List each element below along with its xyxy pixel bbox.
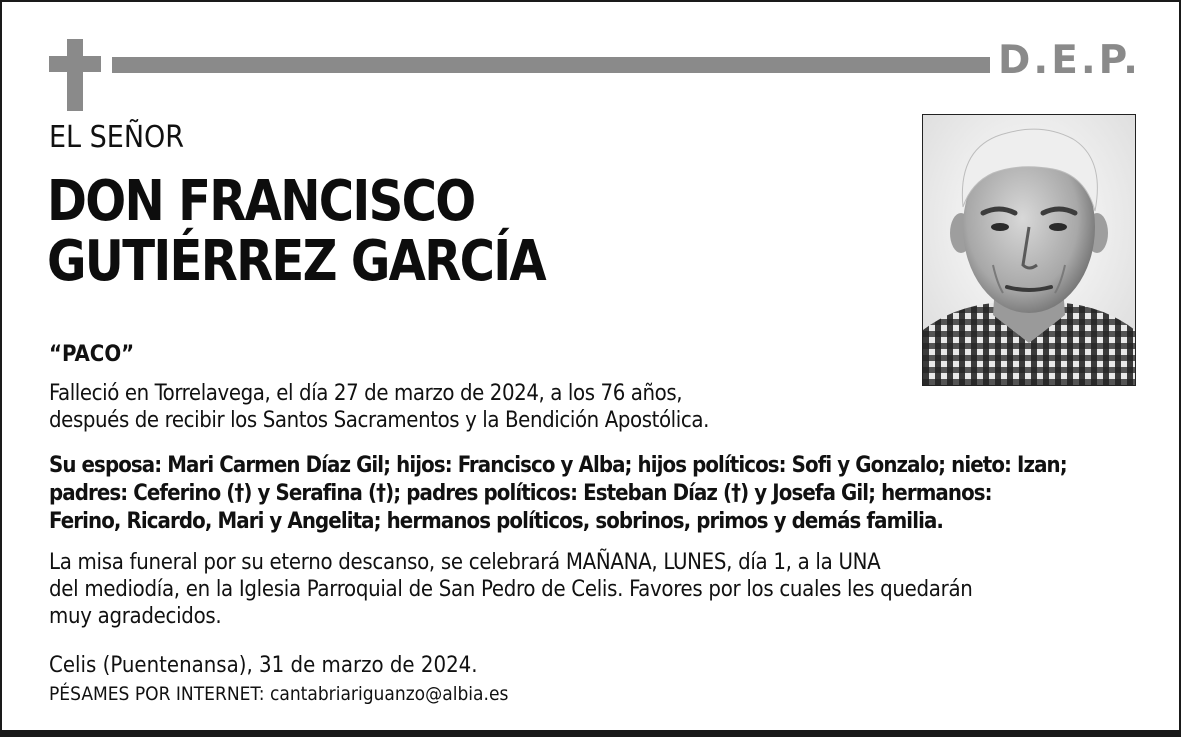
cross-vertical-bar — [67, 39, 83, 111]
death-notice-line: Falleció en Torrelavega, el día 27 de marzo de 2024, a los 76 años, — [49, 381, 683, 406]
honorific: EL SEÑOR — [49, 120, 185, 155]
portrait-illustration — [923, 115, 1135, 385]
funeral-details-line: muy agradecidos. — [49, 604, 222, 629]
header-rule — [112, 57, 990, 73]
death-notice — [49, 380, 709, 434]
cross-horizontal-bar — [49, 56, 101, 72]
family-list-line: Su esposa: Mari Carmen Díaz Gil; hijos: Francisco y Alba; hijos políticos: Sofi y Gonzalo; nieto: Izan; — [49, 453, 1067, 478]
portrait-photo — [922, 114, 1136, 386]
dep-label: D.E.P. — [998, 38, 1141, 83]
family-list-line: Ferino, Ricardo, Mari y Angelita; hermanos políticos, sobrinos, primos y demás familia. — [49, 509, 944, 534]
funeral-details-line: del mediodía, en la Iglesia Parroquial de San Pedro de Celis. Favores por los cuales les quedarán — [49, 577, 973, 602]
deceased-name-line-1: DON FRANCISCO — [47, 169, 475, 234]
family-list-line: padres: Ceferino (†) y Serafina (†); padres políticos: Esteban Díaz (†) y Josefa Gil; hermanos: — [49, 481, 992, 506]
family-list — [49, 452, 1067, 536]
condolences-line: PÉSAMES POR INTERNET: cantabriariguanzo@albia.es — [49, 683, 509, 705]
funeral-details-line: La misa funeral por su eterno descanso, se celebrará MAÑANA, LUNES, día 1, a la UNA — [49, 550, 881, 575]
cross-icon — [49, 39, 101, 111]
place-date-line: Celis (Puentenansa), 31 de marzo de 2024. — [49, 653, 478, 678]
deceased-name-line-2: GUTIÉRREZ GARCÍA — [47, 229, 545, 294]
funeral-details — [49, 549, 973, 630]
place-date — [49, 652, 478, 679]
deceased-name — [47, 169, 545, 294]
nickname: “PACO” — [49, 342, 135, 367]
death-notice-line: después de recibir los Santos Sacramentos y la Bendición Apostólica. — [49, 408, 709, 433]
